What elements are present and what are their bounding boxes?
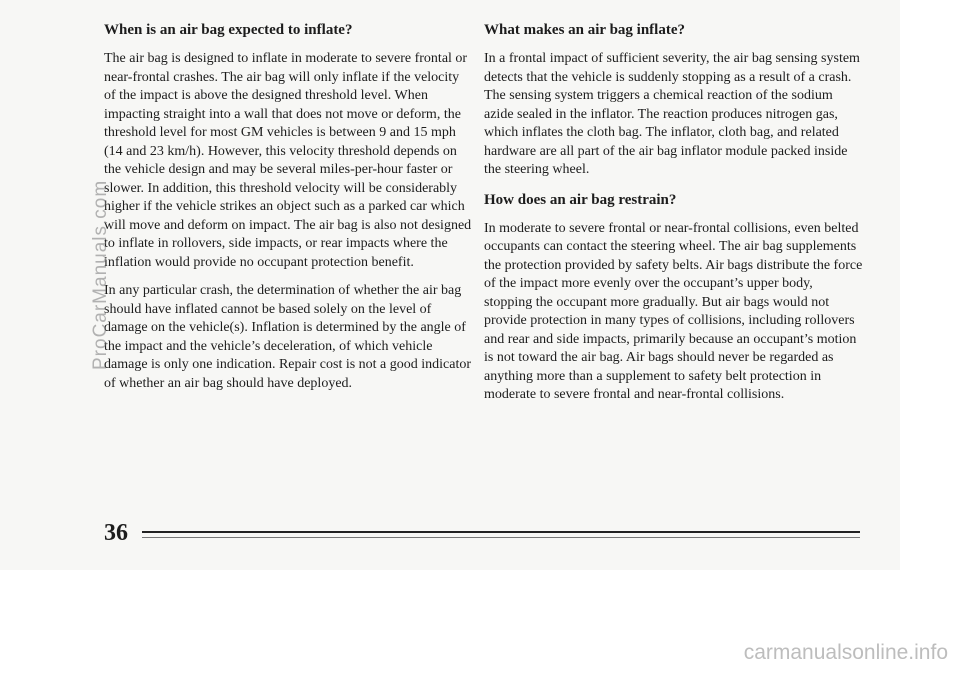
footer-rule-thin xyxy=(142,537,860,538)
footer-site-watermark: carmanualsonline.info xyxy=(743,641,948,664)
paragraph-inflation-process: In a frontal impact of sufficient severity, the air bag sensing system detects that the vehicle is suddenly stopping as a result of a crash. The sensing system triggers a chemical reaction of the sodium azide sealed in the inflator. The reaction produces nitrogen gas, which inflates the cloth bag. The inflator, cloth bag, and related hardware are all part of the air bag inflator module packed inside the steering wheel. xyxy=(484,51,860,177)
footer-rule-thick xyxy=(142,531,860,533)
paragraph-restraint: In moderate to severe frontal or near-frontal collisions, even belted occupants can contact the steering wheel. The air bag supplements the protection provided by safety belts. Air bags distribute the force of the impact more evenly over the occupant’s upper body, stopping the occupant more gradually. But air bags would not provide protection in many types of collisions, including rollovers and rear and side impacts, primarily because an occupant’s motion is not toward the air bag. Air bags should never be regarded as anything more than a supplement to safety belt protection in moderate to severe frontal and near-frontal collisions. xyxy=(484,220,863,402)
left-column xyxy=(104,20,474,403)
section-heading-inflate-expected: When is an air bag expected to inflate? xyxy=(104,22,353,38)
paragraph-inflate-design: The air bag is designed to inflate in moderate to severe frontal or near-frontal crashes. The air bag will only inflate if the velocity of the impact is above the designed threshold level. When impacting straight into a wall that does not move or deform, the threshold level for most GM vehicles is between 9 and 15 mph (14 and 23 km/h). However, this velocity threshold depends on the vehicle design and may be several miles-per-hour faster or slower. In addition, this threshold velocity will be considerably higher if the vehicle strikes an object such as a parked car which will move and deform on impact. The air bag is also not designed to inflate in rollovers, side impacts, or rear impacts where the inflation would provide no occupant protection benefit. xyxy=(104,51,472,270)
side-watermark: ProCarManuals.com xyxy=(90,179,111,370)
section-heading-restrain: How does an air bag restrain? xyxy=(484,191,677,208)
paragraph-crash-determination: In any particular crash, the determination of whether the air bag should have inflated cannot be based solely on the level of damage on the vehicle(s). Inflation is determined by the angle of the impact and the vehicle’s deceleration, of which vehicle damage is only one indication. Repair cost is not a good indicator of whether an air bag should have deployed. xyxy=(104,283,472,391)
right-column xyxy=(484,20,864,415)
section-heading-what-inflates: What makes an air bag inflate? xyxy=(484,22,685,38)
page-number: 36 xyxy=(104,520,128,546)
